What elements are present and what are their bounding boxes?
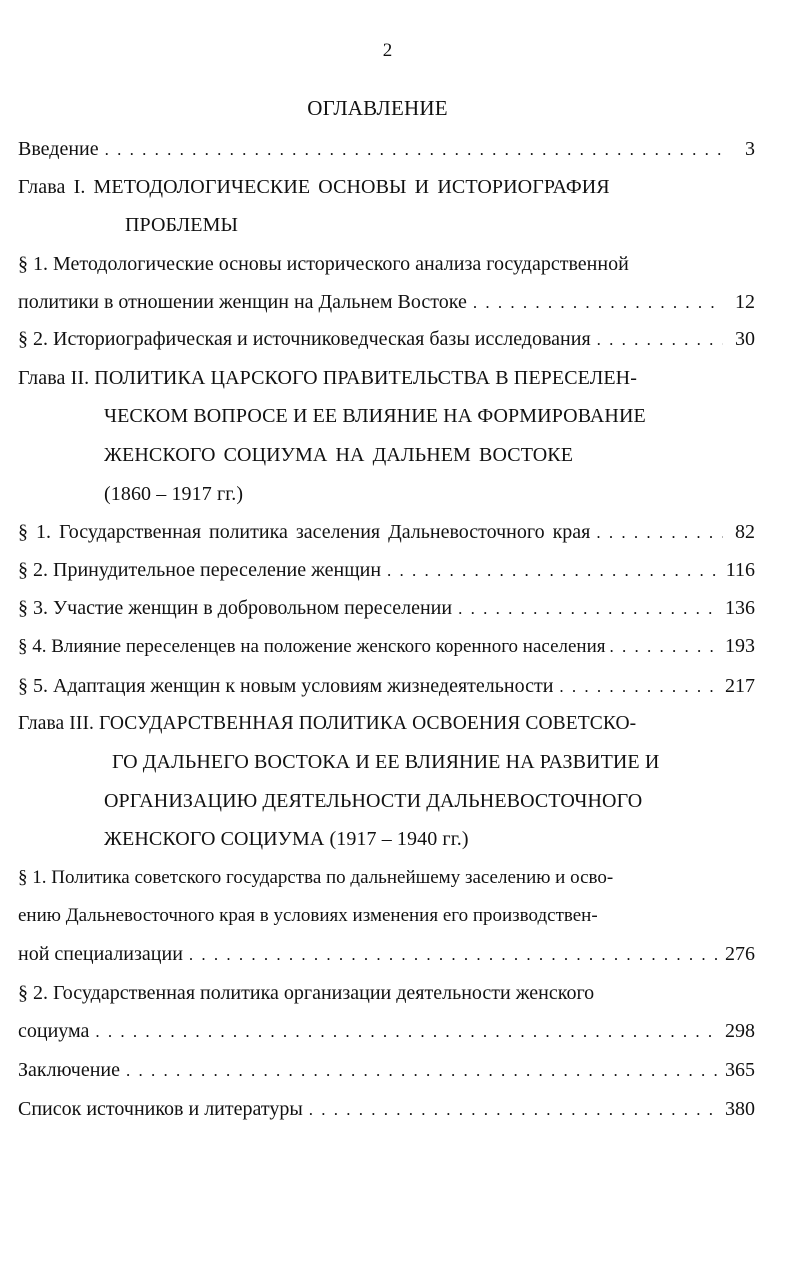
leader-dots [597, 327, 723, 353]
ch3-section-2-line-1: § 2. Государственная политика организации деятельности женского [18, 982, 595, 1004]
ch3-section-1-line-2: ению Дальневосточного края в условиях изменения его производствен- [18, 905, 598, 926]
toc-entry-text: § 1. Государственная политика заселения Дальневосточного края [18, 521, 591, 543]
chapter-3-heading-line-1: Глава III. ГОСУДАРСТВЕННАЯ ПОЛИТИКА ОСВОЕНИЯ СОВЕТСКО- [18, 713, 637, 734]
chapter-2-heading-line-4: (1860 – 1917 гг.) [104, 483, 244, 505]
chapter-1-heading-line-1: Глава I. МЕТОДОЛОГИЧЕСКИЕ ОСНОВЫ И ИСТОРИОГРАФИЯ [18, 176, 610, 198]
toc-entry-ch2-s3 [18, 595, 755, 621]
toc-entry-text: § 5. Адаптация женщин к новым условиям жизнедеятельности [18, 675, 554, 697]
leader-dots [610, 634, 722, 660]
leader-dots [387, 558, 720, 584]
toc-entry-page: 136 [725, 597, 755, 619]
toc-entry-page: 3 [745, 138, 755, 160]
toc-entry-ch1-s2 [18, 326, 755, 352]
toc-entry-text: ной специализации [18, 943, 183, 965]
toc-entry-sources [18, 1096, 755, 1122]
toc-entry-ch2-s1 [18, 519, 755, 545]
toc-entry-text: Заключение [18, 1059, 120, 1081]
chapter-2-heading-line-2: ЧЕСКОМ ВОПРОСЕ И ЕЕ ВЛИЯНИЕ НА ФОРМИРОВАНИЕ [104, 405, 646, 427]
toc-entry-intro [18, 136, 755, 162]
chapter-1-heading-line-2: ПРОБЛЕМЫ [125, 214, 239, 236]
toc-entry-page: 365 [725, 1059, 755, 1081]
toc-entry-ch1-s1 [18, 289, 755, 315]
chapter-3-heading-line-4: ЖЕНСКОГО СОЦИУМА (1917 – 1940 гг.) [104, 828, 469, 850]
toc-entry-text: § 4. Влияние переселенцев на положение женского коренного населения [18, 636, 606, 657]
toc-entry-text: § 3. Участие женщин в добровольном переселении [18, 597, 453, 619]
toc-entry-page: 380 [725, 1098, 755, 1120]
chapter-3-heading-line-2: ГО ДАЛЬНЕГО ВОСТОКА И ЕЕ ВЛИЯНИЕ НА РАЗВИТИЕ И [112, 751, 660, 773]
toc-entry-text: § 2. Историографическая и источниковедческая базы исследования [18, 328, 591, 350]
toc-entry-page: 30 [735, 328, 755, 350]
ch1-section-1-line-1: § 1. Методологические основы исторического анализа государственной [18, 253, 629, 275]
toc-entry-ch2-s4 [18, 633, 755, 659]
leader-dots [596, 520, 723, 546]
toc-entry-page: 12 [735, 291, 755, 313]
leader-dots [189, 942, 719, 968]
leader-dots [458, 596, 719, 622]
toc-entry-ch3-s2 [18, 1018, 755, 1044]
toc-title: ОГЛАВЛЕНИЕ [307, 96, 448, 120]
page-number: 2 [382, 40, 393, 61]
toc-entry-text: политики в отношении женщин на Дальнем Востоке [18, 291, 467, 313]
leader-dots [473, 290, 723, 316]
toc-entry-ch3-s1 [18, 941, 755, 967]
toc-entry-page: 298 [725, 1020, 755, 1042]
toc-entry-page: 217 [725, 675, 755, 697]
chapter-3-heading-line-3: ОРГАНИЗАЦИЮ ДЕЯТЕЛЬНОСТИ ДАЛЬНЕВОСТОЧНОГО [104, 790, 643, 812]
leader-dots [95, 1019, 719, 1045]
toc-entry-page: 276 [725, 943, 755, 965]
toc-entry-page: 82 [735, 521, 755, 543]
toc-entry-ch2-s2 [18, 557, 755, 583]
ch3-section-1-line-1: § 1. Политика советского государства по дальнейшему заселению и осво- [18, 867, 614, 888]
toc-entry-conclusion [18, 1057, 755, 1083]
toc-entry-text: социума [18, 1020, 90, 1042]
toc-entry-text: § 2. Принудительное переселение женщин [18, 559, 382, 581]
leader-dots [309, 1097, 719, 1123]
chapter-2-heading-line-1: Глава II. ПОЛИТИКА ЦАРСКОГО ПРАВИТЕЛЬСТВА В ПЕРЕСЕЛЕН- [18, 367, 637, 389]
leader-dots [105, 137, 723, 163]
toc-entry-page: 193 [725, 635, 755, 657]
leader-dots [126, 1058, 719, 1084]
toc-entry-ch2-s5 [18, 673, 755, 699]
chapter-2-heading-line-3: ЖЕНСКОГО СОЦИУМА НА ДАЛЬНЕМ ВОСТОКЕ [104, 444, 574, 466]
leader-dots [559, 674, 719, 700]
toc-entry-text: Введение [18, 138, 99, 160]
toc-entry-page: 116 [725, 559, 755, 581]
toc-entry-text: Список источников и литературы [18, 1098, 303, 1120]
